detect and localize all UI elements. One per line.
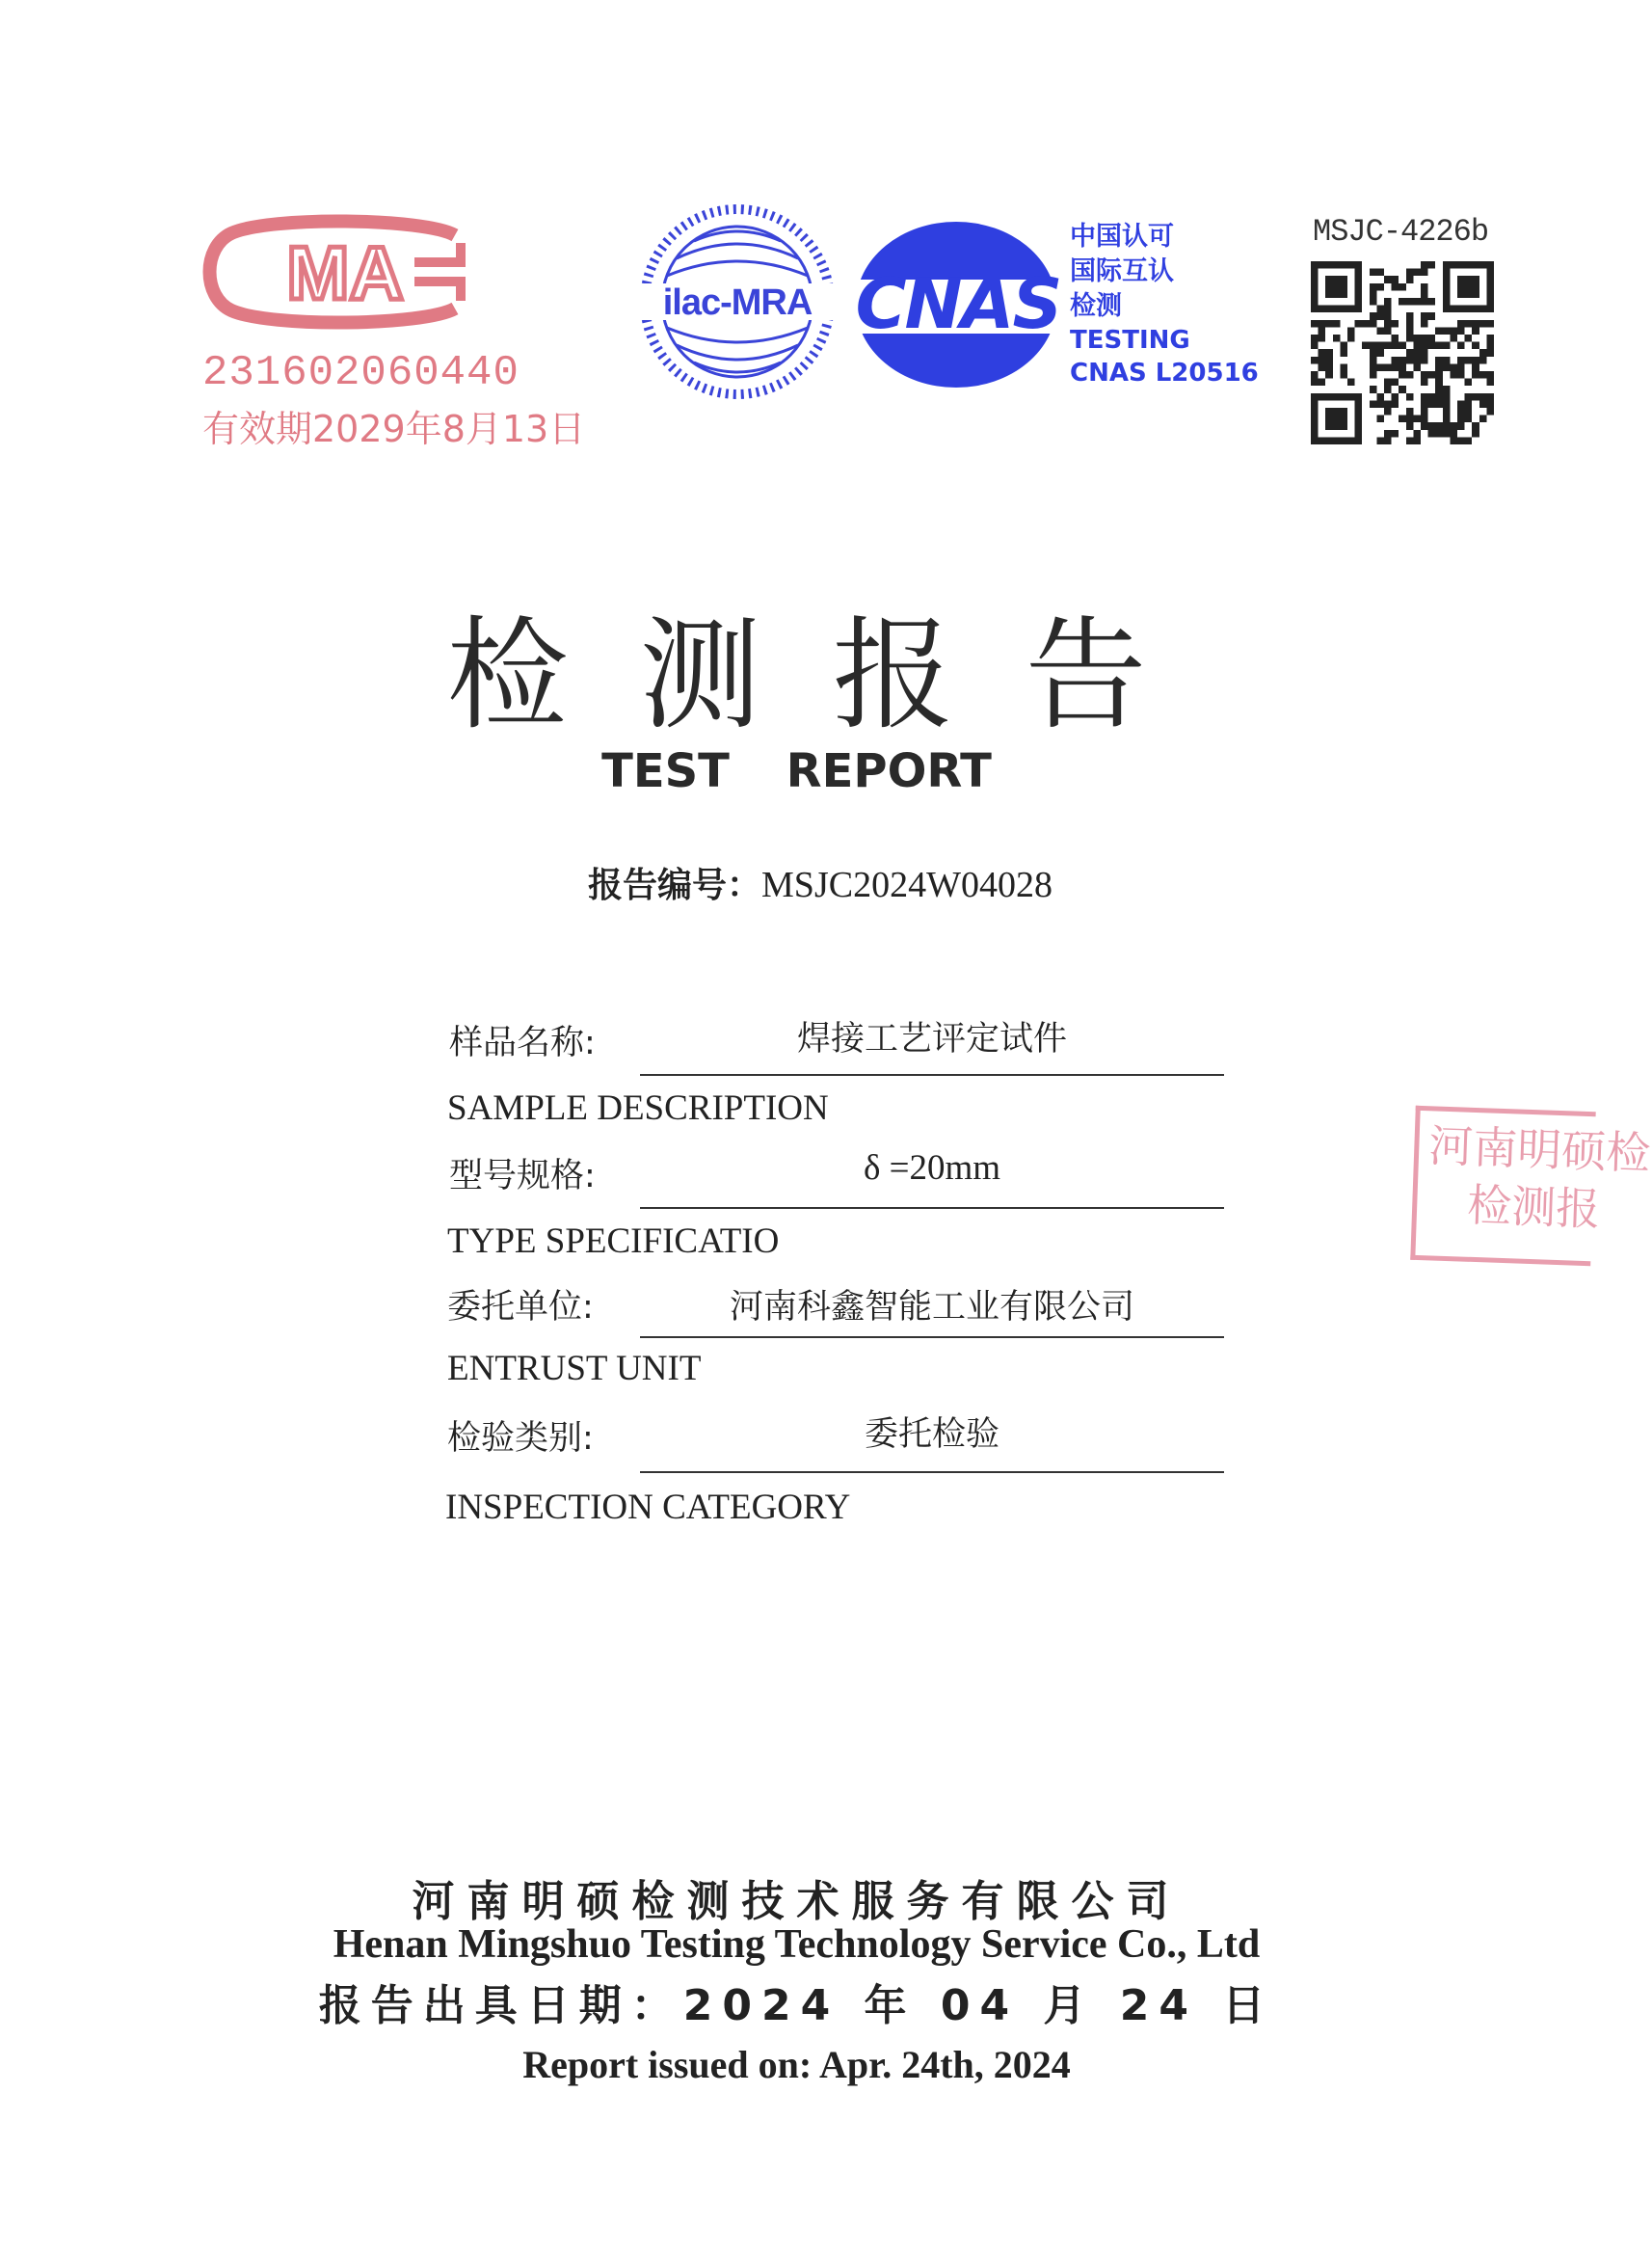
entrust-unit-value: 河南科鑫智能工业有限公司 [729,1288,1134,1327]
cnas-mark [844,220,1259,413]
entrust-unit-label-en: ENTRUST UNIT [447,1349,702,1388]
type-spec-value: δ =20mm [863,1148,1001,1188]
inspection-category-label-en: INSPECTION CATEGORY [445,1488,851,1527]
sample-name-value: 焊接工艺评定试件 [796,1020,1067,1059]
cnas-logo-text: CNAS [855,263,1061,344]
type-specification-label: TYPE SPECIFICATIO [447,1221,780,1261]
ilac-globe-icon [638,201,837,403]
cma-logo-text: MA [286,230,404,315]
stamp-line-2: 检测报 [1466,1178,1602,1236]
cnas-line-test-cn: 检测 [1070,291,1122,321]
ilac-logo-text: ilac-MRA [662,282,813,323]
ilac-mra-mark [638,201,837,403]
inspection-category-value: 委托检验 [864,1415,999,1454]
qr-caption: MSJC-4226b [1313,214,1489,250]
report-number [588,858,1052,907]
qr-code-icon [1311,261,1494,444]
inspection-category-underline [640,1471,1224,1473]
company-name-en: Henan Mingshuo Testing Technology Service Co., Ltd [333,1922,1261,1967]
report-number-value: MSJC2024W04028 [761,865,1052,905]
issue-date-en: Report issued on: Apr. 24th, 2024 [522,2043,1071,2086]
cma-logo-icon [202,214,492,330]
cma-mark [202,214,586,450]
cma-validity: 有效期2029年8月13日 [202,408,586,450]
company-name-cn: 河南明硕检测技术服务有限公司 [412,1877,1182,1926]
type-spec-label: 型号规格: [449,1157,596,1195]
cnas-line-testing: TESTING [1070,326,1190,355]
cnas-line-number: CNAS L20516 [1070,359,1259,388]
cnas-line-intl: 国际互认 [1070,256,1174,286]
sample-name-underline [640,1074,1224,1076]
report-title-en: TEST REPORT [601,744,992,798]
stamp-line-1: 河南明硕检 [1427,1119,1652,1180]
sample-description-label: SAMPLE DESCRIPTION [447,1088,829,1128]
sample-name-label: 样品名称: [449,1024,596,1062]
cnas-text-block [1070,220,1259,389]
type-spec-underline [640,1207,1224,1209]
company-stamp [1410,1106,1652,1266]
inspection-category-label-cn: 检验类别: [447,1419,594,1458]
qr-block [1303,214,1504,445]
report-title-cn: 检测报告 [446,604,1218,746]
issue-date-cn: 报告出具日期：2024 年 04 月 24 日 [318,1981,1275,2030]
cnas-logo-icon [844,220,1085,413]
report-number-label: 报告编号： [588,866,762,905]
entrust-unit-label-cn: 委托单位: [447,1288,594,1327]
entrust-unit-underline [640,1336,1224,1338]
cma-cert-number: 231602060440 [202,349,520,397]
cnas-line-china: 中国认可 [1070,222,1174,252]
